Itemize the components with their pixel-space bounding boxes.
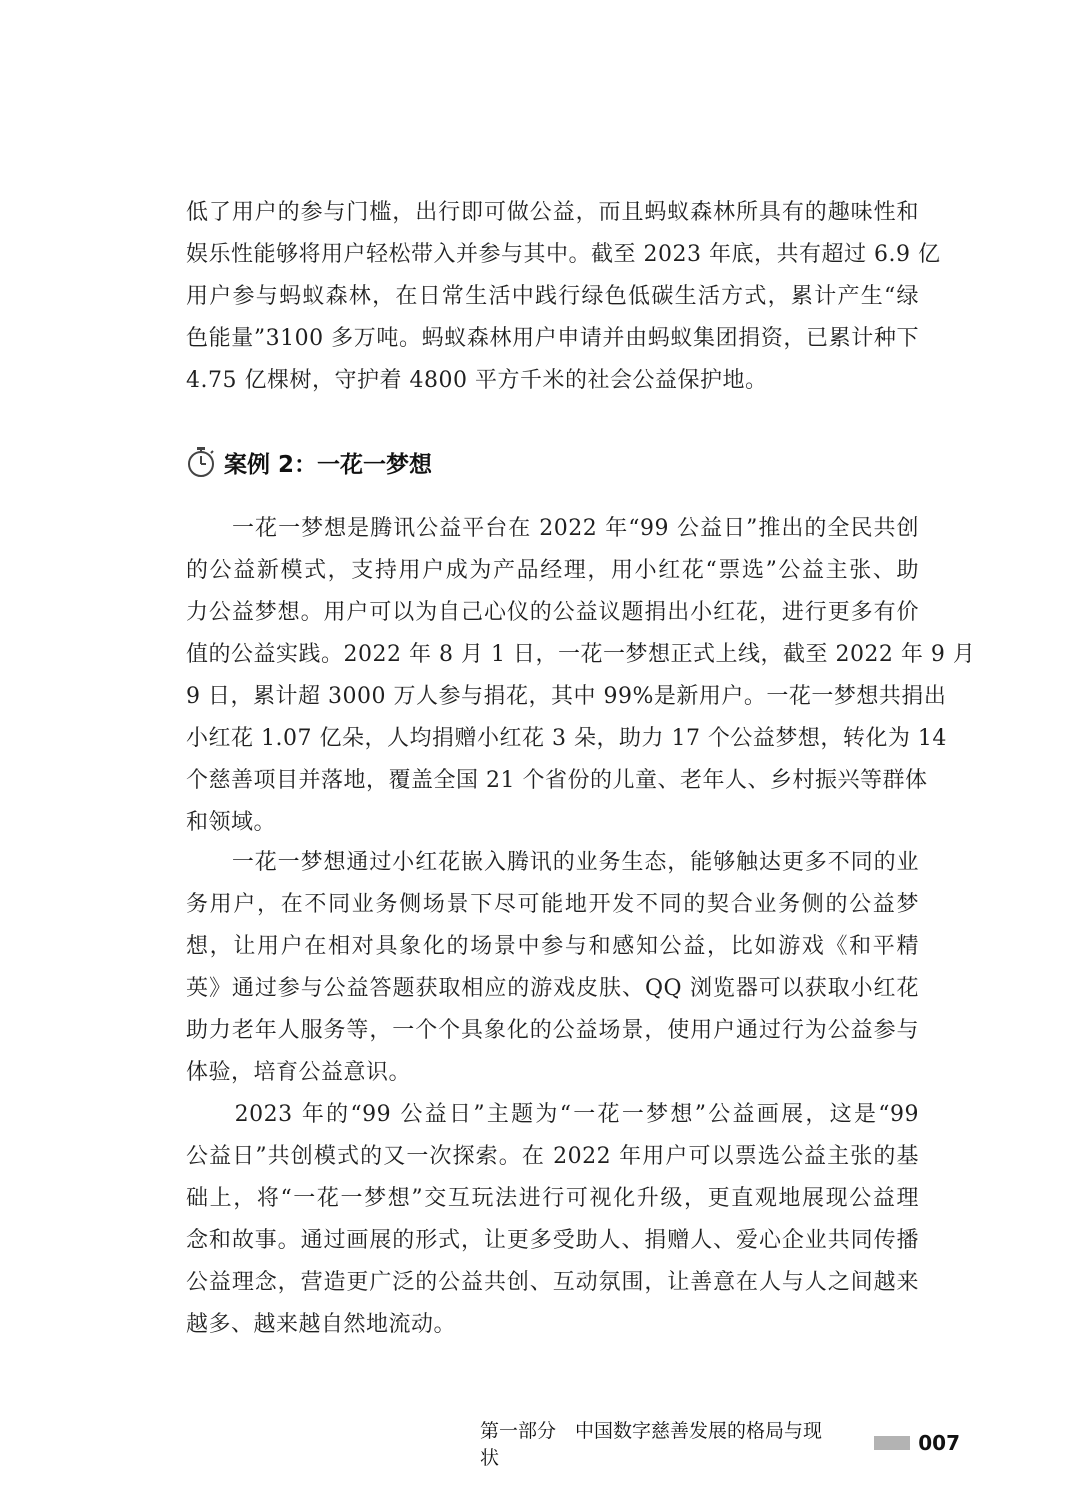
text-line: 的公益新模式，支持用户成为产品经理，用小红花“票选”公益主张、助	[186, 558, 919, 583]
case-title: 案例 2：一花一梦想	[224, 451, 433, 478]
text-line: 体验，培育公益意识。	[186, 1060, 412, 1085]
text-line: 值的公益实践。2022 年 8 月 1 日，一花一梦想正式上线，截至 2022 年 9 月	[186, 642, 976, 667]
text-line: 小红花 1.07 亿朵，人均捐赠小红花 3 朵，助力 17 个公益梦想，转化为 14	[186, 726, 947, 751]
text-line: 越多、越来越自然地流动。	[186, 1312, 457, 1337]
text-line: 和领域。	[186, 810, 277, 835]
paragraph-3	[186, 1094, 919, 1346]
text-line: 用户参与蚂蚁森林，在日常生活中践行绿色低碳生活方式，累计产生“绿	[186, 284, 919, 309]
text-line: 9 日，累计超 3000 万人参与捐花，其中 99%是新用户。一花一梦想共捐出	[186, 684, 947, 709]
paragraph-2	[186, 842, 919, 1094]
footer-section-title: 第一部分 中国数字慈善发展的格局与现状	[480, 1420, 823, 1469]
text-line: 4.75 亿棵树，守护着 4800 平方千米的社会公益保护地。	[186, 368, 768, 393]
paragraph-1	[186, 508, 976, 844]
text-line: 公益理念，营造更广泛的公益共创、互动氛围，让善意在人与人之间越来	[186, 1270, 919, 1295]
text-line: 务用户，在不同业务侧场景下尽可能地开发不同的契合业务侧的公益梦	[186, 892, 919, 917]
text-line: 英》通过参与公益答题获取相应的游戏皮肤、QQ 浏览器可以获取小红花	[186, 976, 919, 1001]
text-line: 念和故事。通过画展的形式，让更多受助人、捐赠人、爱心企业共同传播	[186, 1228, 919, 1253]
text-line: 础上，将“一花一梦想”交互玩法进行可视化升级，更直观地展现公益理	[186, 1186, 919, 1211]
text-line: 个慈善项目并落地，覆盖全国 21 个省份的儿童、老年人、乡村振兴等群体	[186, 768, 928, 793]
text-line: 一花一梦想通过小红花嵌入腾讯的业务生态，能够触达更多不同的业	[186, 850, 919, 875]
text-line: 力公益梦想。用户可以为自己心仪的公益议题捐出小红花，进行更多有价	[186, 600, 919, 625]
intro-paragraph	[186, 192, 941, 402]
text-line: 2023 年的“99 公益日”主题为“一花一梦想”公益画展，这是“99	[186, 1102, 919, 1127]
text-line: 一花一梦想是腾讯公益平台在 2022 年“99 公益日”推出的全民共创	[186, 516, 919, 541]
text-line: 想，让用户在相对具象化的场景中参与和感知公益，比如游戏《和平精	[186, 934, 919, 959]
text-line: 低了用户的参与门槛，出行即可做公益，而且蚂蚁森林所具有的趣味性和	[186, 200, 919, 225]
case-heading	[186, 440, 432, 484]
stopwatch-icon	[186, 446, 216, 478]
footer-bar	[874, 1436, 910, 1450]
text-line: 色能量”3100 多万吨。蚂蚁森林用户申请并由蚂蚁集团捐资，已累计种下	[186, 326, 919, 351]
text-line: 娱乐性能够将用户轻松带入并参与其中。截至 2023 年底，共有超过 6.9 亿	[186, 242, 941, 267]
text-line: 助力老年人服务等，一个个具象化的公益场景，使用户通过行为公益参与	[186, 1018, 919, 1043]
text-line: 公益日”共创模式的又一次探索。在 2022 年用户可以票选公益主张的基	[186, 1144, 919, 1169]
page-footer	[480, 1420, 960, 1469]
page-number: 007	[918, 1431, 960, 1455]
